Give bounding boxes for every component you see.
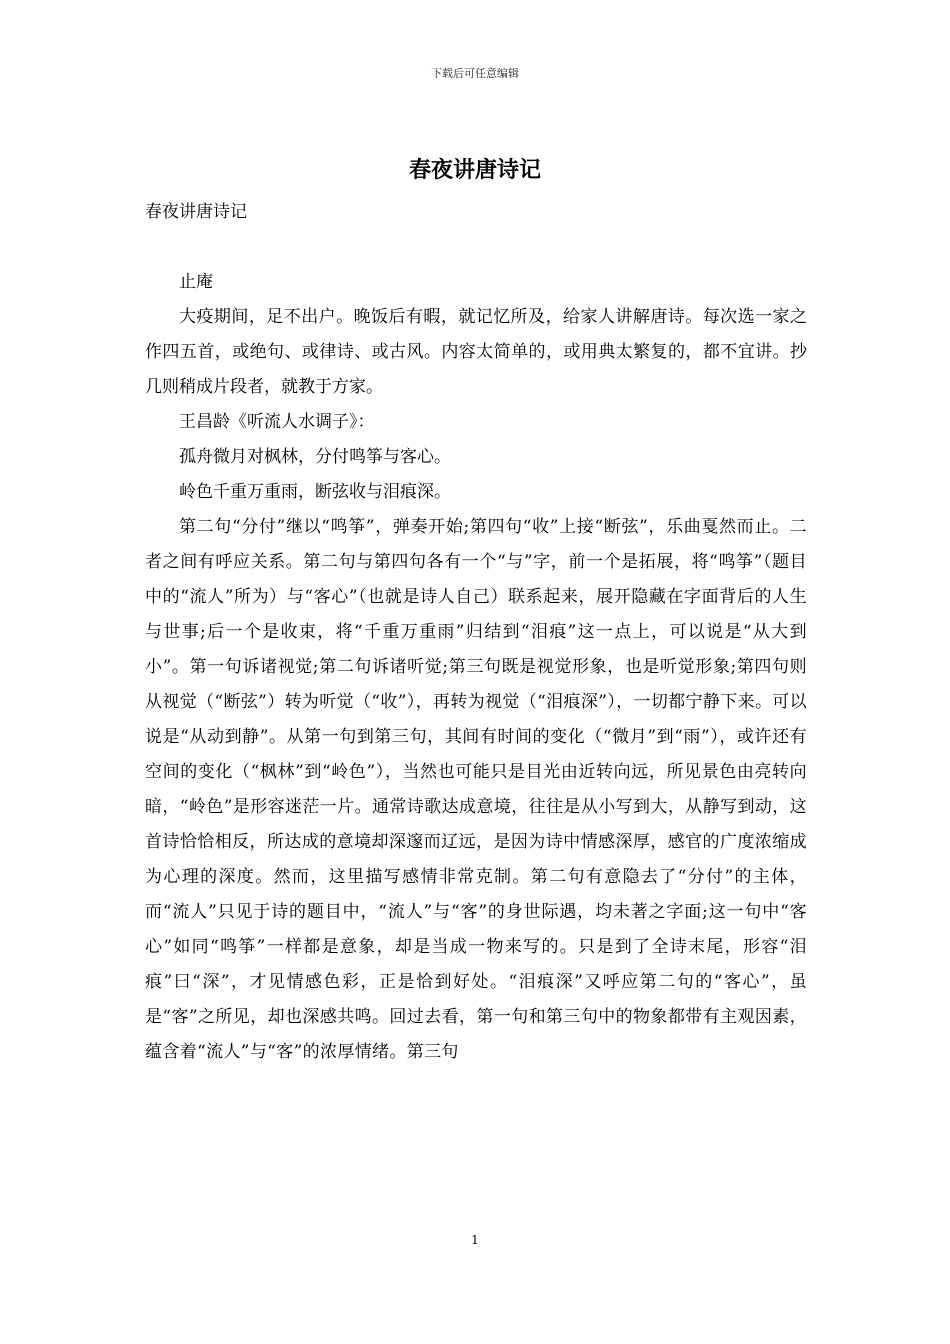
document-subtitle: 春夜讲唐诗记 (145, 202, 247, 222)
document-title: 春夜讲唐诗记 (408, 157, 541, 183)
commentary-paragraph: 第二句“分付”继以“鸣筝”，弹奏开始;第四句“收”上接“断弦”，乐曲戛然而止。二者之间有呼应关系。第二句与第四句各有一个“与”字，前一个是拓展，将“鸣筝”（题目中的“流人”所为）与“客心”（也就是诗人自己）联系起来，展开隐藏在字面背后的人生与世事;后一个是收束，将“千重万重雨”归结到“泪痕”这一点上，可以说是“从大到小”。第一句诉诸视觉;第二句诉诸听觉;第三句既是视觉形象，也是听觉形象;第四句则从视觉（“断弦”）转为听觉（“收”），再转为视觉（“泪痕深”），一切都宁静下来。可以说是“从动到静”。从第一句到第三句，其间有时间的变化（“微月”到“雨”），或许还有空间的变化（“枫林”到“岭色”），当然也可能只是目光由近转向远，所见景色由亮转向暗，“岭色”是形容迷茫一片。通常诗歌达成意境，往往是从小写到大，从静写到动，这首诗恰恰相反，所达成的意境却深邃而辽远，是因为诗中情感深厚，感官的广度浓缩成为心理的深度。然而，这里描写感情非常克制。第二句有意隐去了“分付”的主体，而“流人”只见于诗的题目中，“流人”与“客”的身世际遇，均未著之字面;这一句中“客心”如同“鸣筝”一样都是意象，却是当成一物来写的。只是到了全诗末尾，形容“泪痕”曰“深”，才见情感色彩，正是恰到好处。“泪痕深”又呼应第二句的“客心”，虽是“客”之所见，却也深感共鸣。回过去看，第一句和第三句中的物象都带有主观因素，蕴含着“流人”与“客”的浓厚情绪。第三句 (145, 517, 807, 1062)
header-note: 下载后可任意编辑 (431, 67, 519, 80)
author-name: 止庵 (179, 272, 213, 292)
blank-line (145, 230, 807, 265)
poem-heading: 王昌龄《听流人水调子》： (179, 412, 375, 432)
intro-paragraph: 大疫期间，足不出户。晚饭后有暇，就记忆所及，给家人讲解唐诗。每次选一家之作四五首，或绝句、或律诗、或古风。内容太简单的，或用典太繁复的，都不宜讲。抄几则稍成片段者，就教于方家。 (145, 307, 807, 397)
poem-line: 孤舟微月对枫林，分付鸣筝与客心。 (179, 447, 451, 467)
page-number: 1 (471, 1233, 479, 1247)
document-body (145, 195, 807, 1070)
poem-line: 岭色千重万重雨，断弦收与泪痕深。 (179, 482, 451, 502)
